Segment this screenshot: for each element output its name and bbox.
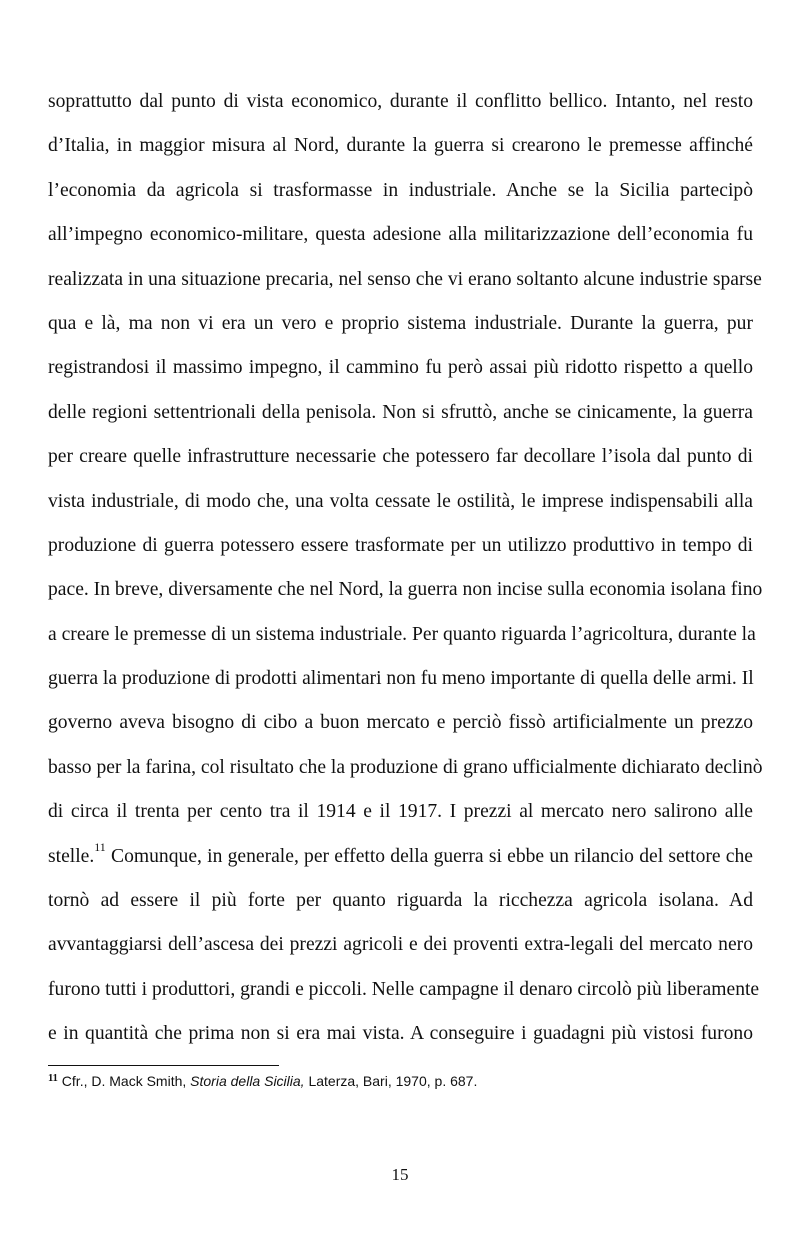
body-text	[48, 80, 763, 1057]
body-line-segment: Comunque, in generale, per effetto della guerra si ebbe un rilancio del settore che	[105, 845, 753, 867]
body-line: registrandosi il massimo impegno, il cammino fu però assai più ridotto rispetto a quello	[48, 357, 753, 379]
body-line: delle regioni settentrionali della penisola. Non si sfruttò, anche se cinicamente, la guerra	[48, 401, 753, 423]
body-line: produzione di guerra potessero essere trasformate per un utilizzo produttivo in tempo di	[48, 534, 753, 556]
body-line: di circa il trenta per cento tra il 1914 e il 1917. I prezzi al mercato nero salirono alle	[48, 801, 753, 823]
footnote-book-title: Storia della Sicilia,	[190, 1073, 305, 1089]
footnote-reference[interactable]: 11	[94, 840, 106, 855]
footnote-text: Cfr., D. Mack Smith,	[57, 1073, 191, 1089]
body-line: realizzata in una situazione precaria, nel senso che vi erano soltanto alcune industrie sparse	[48, 268, 762, 290]
body-line: pace. In breve, diversamente che nel Nord, la guerra non incise sulla economia isolana fino	[48, 579, 763, 601]
body-line: vista industriale, di modo che, una volta cessate le ostilità, le imprese indispensabili alla	[48, 490, 753, 512]
page-number: 15	[391, 1165, 409, 1184]
body-line: per creare quelle infrastrutture necessarie che potessero far decollare l’isola dal punto di	[48, 446, 753, 468]
body-line: basso per la farina, col risultato che la produzione di grano ufficialmente dichiarato declinò	[48, 756, 763, 778]
footnote-separator	[48, 1065, 279, 1066]
body-line: avvantaggiarsi dell’ascesa dei prezzi agricoli e dei proventi extra-legali del mercato nero	[48, 934, 753, 956]
body-line: soprattutto dal punto di vista economico, durante il conflitto bellico. Intanto, nel resto	[48, 91, 753, 112]
footnote-text: Laterza, Bari, 1970, p. 687.	[304, 1073, 478, 1089]
body-line: guerra la produzione di prodotti alimentari non fu meno importante di quella delle armi. Il	[48, 668, 754, 690]
body-line: all’impegno economico-militare, questa adesione alla militarizzazione dell’economia fu	[48, 224, 753, 246]
body-line: governo aveva bisogno di cibo a buon mercato e perciò fissò artificialmente un prezzo	[48, 712, 753, 734]
footnote-number: 11	[48, 1073, 58, 1084]
body-line: qua e là, ma non vi era un vero e proprio sistema industriale. Durante la guerra, pur	[48, 312, 753, 334]
footnote	[48, 1072, 753, 1093]
body-line: furono tutti i produttori, grandi e piccoli. Nelle campagne il denaro circolò più liberamente	[48, 978, 760, 1000]
body-line-with-footnote-ref	[48, 835, 753, 879]
body-line: a creare le premesse di un sistema industriale. Per quanto riguarda l’agricoltura, durante la	[48, 623, 756, 645]
body-line: l’economia da agricola si trasformasse in industriale. Anche se la Sicilia partecipò	[48, 179, 753, 201]
body-line-segment: stelle.	[48, 845, 95, 867]
body-line: tornò ad essere il più forte per quanto riguarda la ricchezza agricola isolana. Ad	[48, 890, 753, 912]
body-line: e in quantità che prima non si era mai vista. A conseguire i guadagni più vistosi furono	[48, 1023, 753, 1045]
body-line: d’Italia, in maggior misura al Nord, durante la guerra si crearono le premesse affinché	[48, 135, 753, 157]
